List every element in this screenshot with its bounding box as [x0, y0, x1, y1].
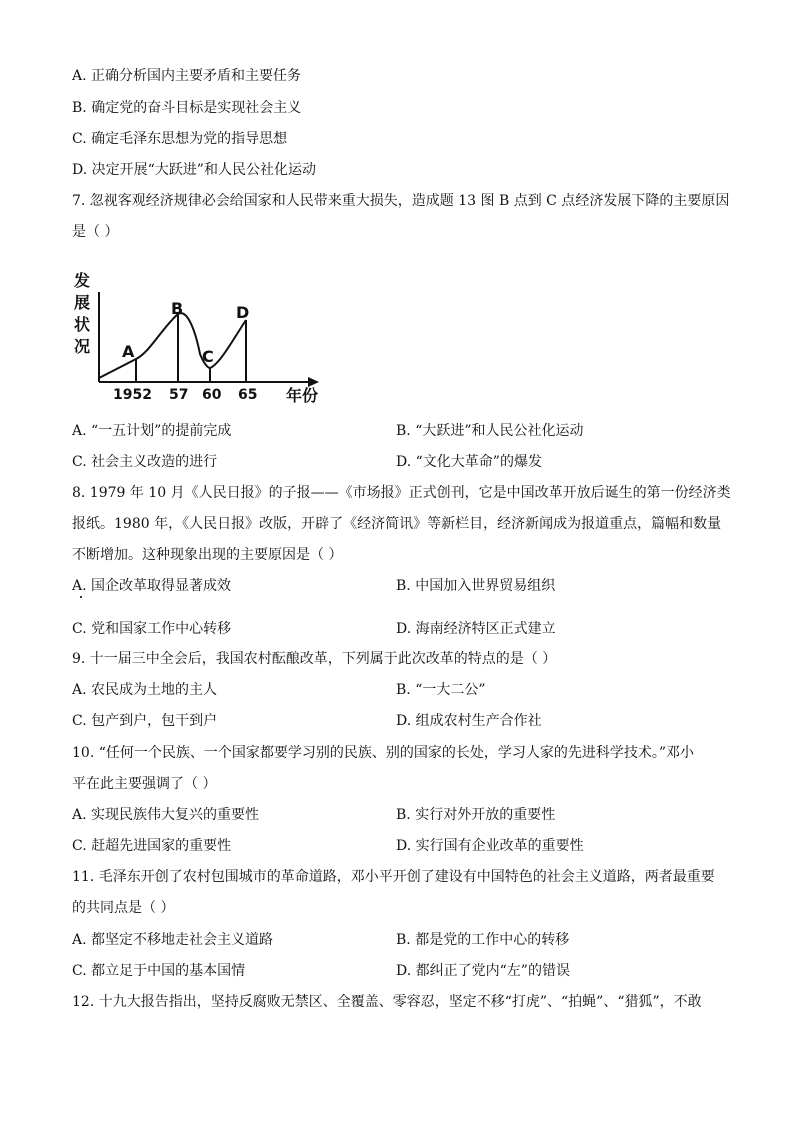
x-axis-label: 年份 [286, 386, 319, 405]
q8-option-a: A. 国企改革取得显著成效 [72, 578, 232, 594]
stray-dot-mark [80, 596, 82, 598]
q7-stem-line1: 7. 忽视客观经济规律必会给国家和人民带来重大损失，造成题 13 图 B 点到 C 点经济发展下降的主要原因 [72, 193, 730, 209]
q9-option-d: D. 组成农村生产合作社 [396, 713, 542, 729]
q11-stem-line1: 11. 毛泽东开创了农村包围城市的革命道路，邓小平开创了建设有中国特色的社会主义道路，两者最重要 [72, 869, 715, 885]
q8-stem-line1: 8. 1979 年 10 月《人民日报》的子报——《市场报》正式创刊，它是中国改革开放后诞生的第一份经济类 [72, 485, 731, 501]
q7-option-d: D. “文化大革命”的爆发 [396, 454, 542, 470]
q10-stem-line1: 10. “任何一个民族、一个国家都要学习别的民族、别的国家的长处，学习人家的先进科学技术。”邓小 [72, 745, 695, 761]
q6-option-c: C. 确定毛泽东思想为党的指导思想 [72, 131, 288, 147]
q7-option-b: B. “大跃进”和人民公社化运动 [396, 423, 584, 439]
economic-development-figure [70, 268, 340, 410]
point-label-c: C [202, 347, 214, 366]
q8-option-b: B. 中国加入世界贸易组织 [396, 578, 556, 594]
q9-stem: 9. 十一届三中全会后，我国农村酝酿改革，下列属于此次改革的特点的是（ ） [72, 651, 557, 667]
q10-option-b: B. 实行对外开放的重要性 [396, 807, 556, 823]
q9-option-b: B. “一大二公” [396, 682, 486, 698]
tick-label-1952: 1952 [113, 387, 152, 403]
q6-option-d: D. 决定开展“大跃进”和人民公社化运动 [72, 162, 316, 178]
q10-option-c: C. 赶超先进国家的重要性 [72, 838, 232, 854]
q7-option-c: C. 社会主义改造的进行 [72, 454, 218, 470]
q11-option-a: A. 都坚定不移地走社会主义道路 [72, 932, 274, 948]
point-label-b: B [171, 299, 184, 318]
q12-stem-line1: 12. 十九大报告指出，坚持反腐败无禁区、全覆盖、零容忍，坚定不移“打虎”、“拍蝇”、“猎狐”，不敢 [72, 994, 702, 1010]
q10-stem-line2: 平在此主要强调了（ ） [72, 776, 217, 792]
q10-option-d: D. 实行国有企业改革的重要性 [396, 838, 584, 854]
q10-option-a: A. 实现民族伟大复兴的重要性 [72, 807, 260, 823]
tick-label-57: 57 [169, 387, 189, 403]
q9-option-a: A. 农民成为土地的主人 [72, 682, 218, 698]
tick-label-60: 60 [202, 387, 222, 403]
q8-option-d: D. 海南经济特区正式建立 [396, 621, 556, 637]
q8-stem-line3: 不断增加。这种现象出现的主要原因是（ ） [72, 547, 343, 563]
q11-option-d: D. 都纠正了党内“左”的错误 [396, 963, 570, 979]
point-label-d: D [236, 303, 250, 322]
q11-option-b: B. 都是党的工作中心的转移 [396, 932, 570, 948]
q8-option-c: C. 党和国家工作中心转移 [72, 621, 232, 637]
y-axis-label: 发展状况 [74, 271, 91, 356]
tick-label-65: 65 [238, 387, 258, 403]
q11-option-c: C. 都立足于中国的基本国情 [72, 963, 246, 979]
q8-stem-line2: 报纸。1980 年，《人民日报》改版，开辟了《经济简讯》等新栏目，经济新闻成为报道重点，篇幅和数量 [72, 516, 722, 532]
q9-option-c: C. 包产到户，包干到户 [72, 713, 218, 729]
point-label-a: A [122, 342, 135, 361]
q11-stem-line2: 的共同点是（ ） [72, 900, 175, 916]
q7-option-a: A. “一五计划”的提前完成 [72, 423, 232, 439]
q6-option-a: A. 正确分析国内主要矛盾和主要任务 [72, 68, 302, 84]
q6-option-b: B. 确定党的奋斗目标是实现社会主义 [72, 100, 302, 116]
q7-stem-line2: 是（ ） [72, 224, 119, 240]
